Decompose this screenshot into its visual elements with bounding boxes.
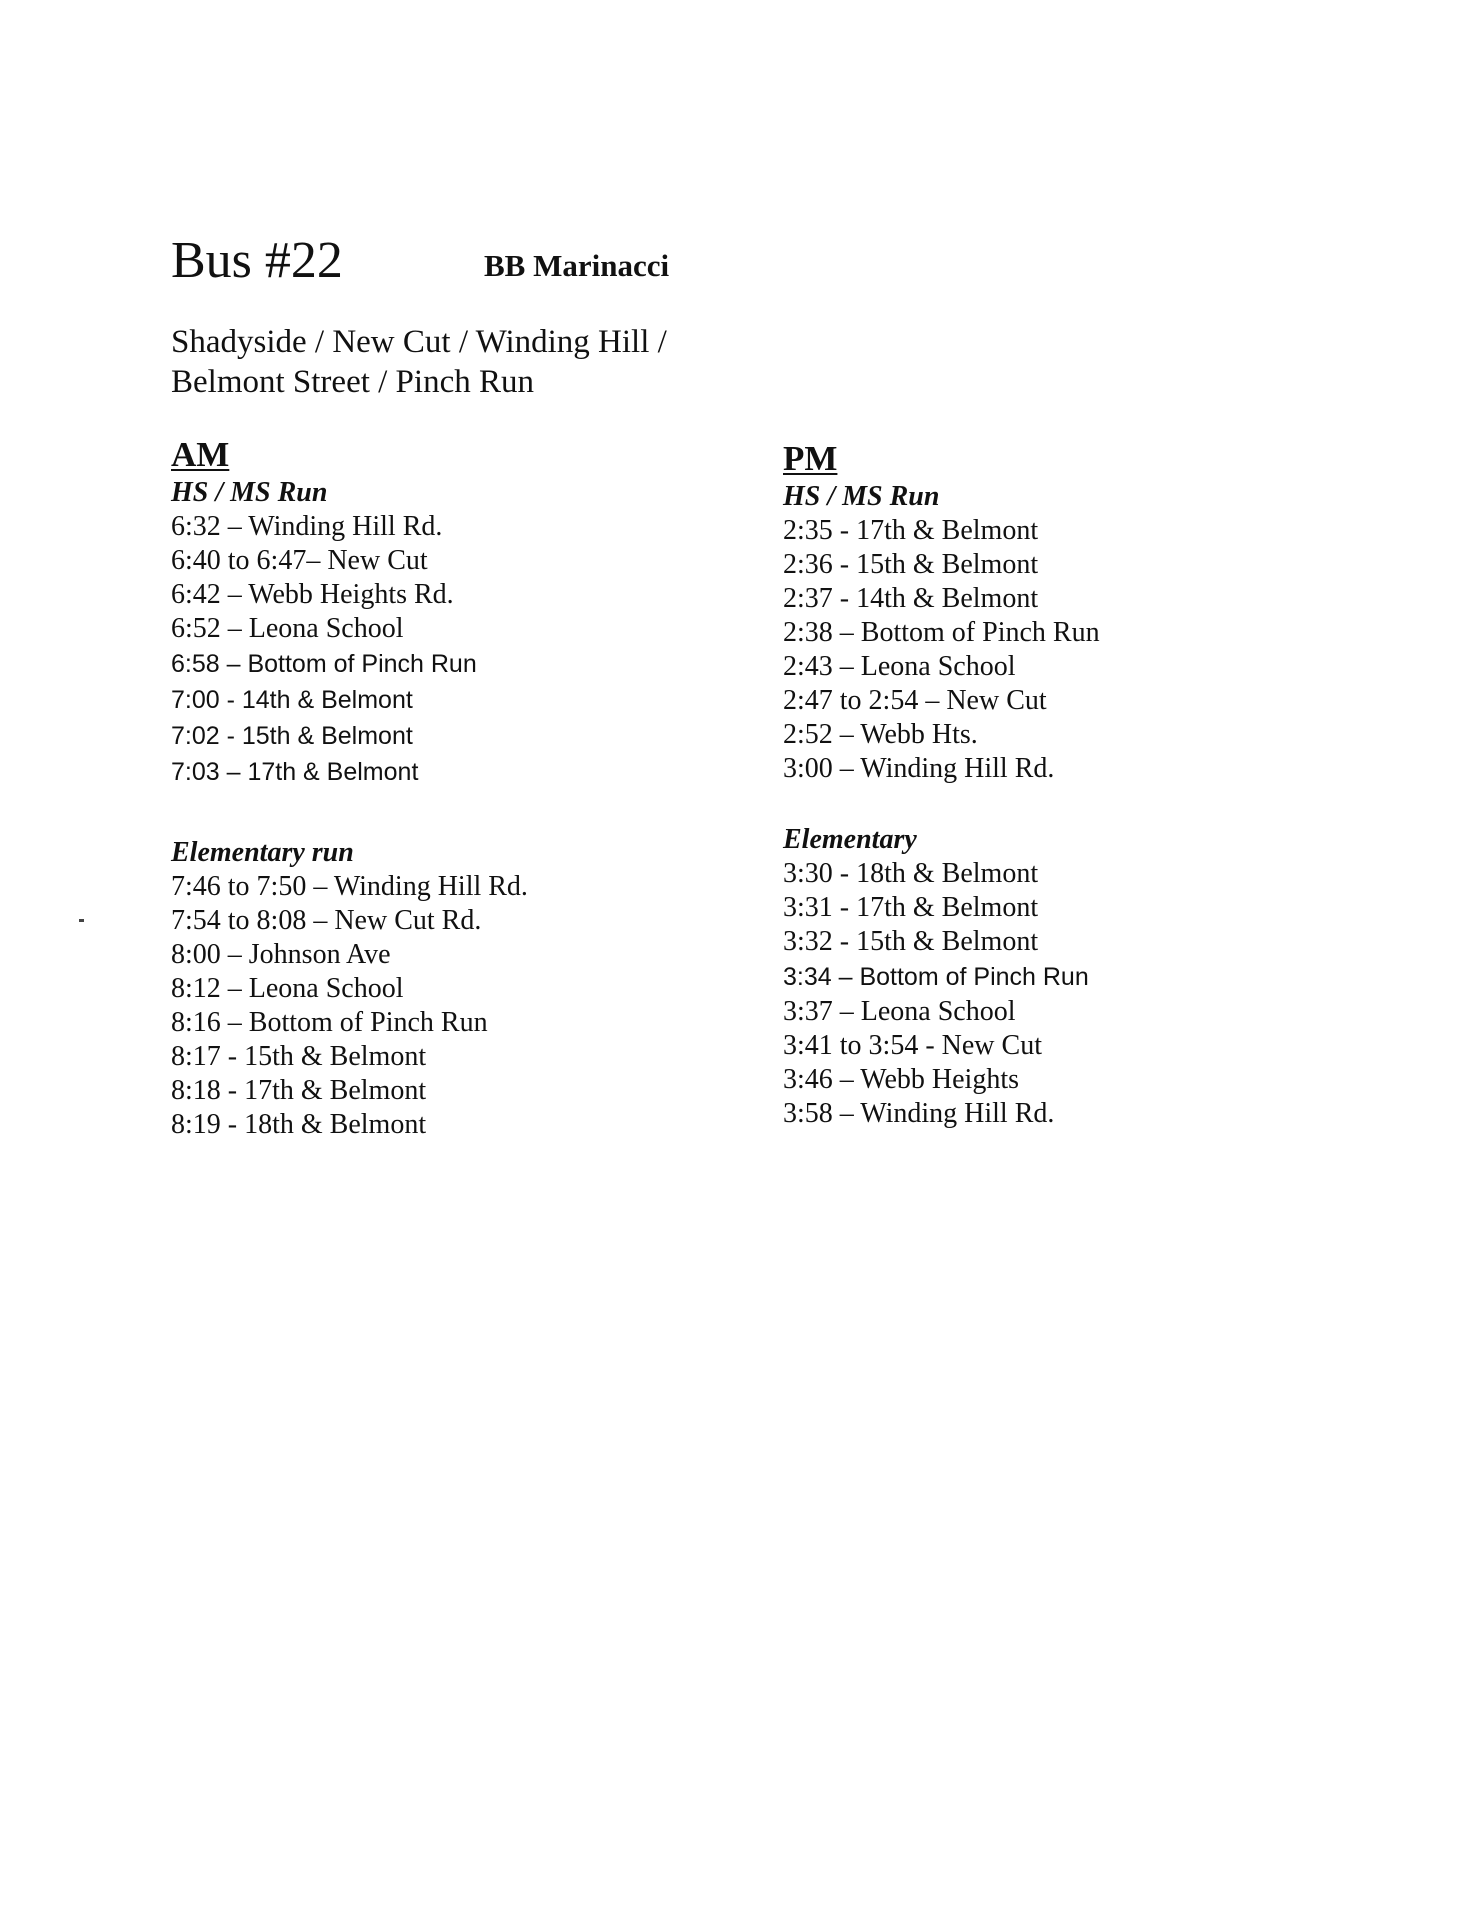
driver-name: BB Marinacci [484, 248, 670, 283]
am-elementary-stop-list [171, 870, 771, 1142]
stop-entry: 7:54 to 8:08 – New Cut Rd. [171, 905, 482, 936]
pm-elementary-stop-list [783, 857, 1383, 1131]
stop-entry: 3:30 - 18th & Belmont [783, 858, 1039, 889]
stop-entry: 2:37 - 14th & Belmont [783, 583, 1039, 614]
stop-entry: 3:37 – Leona School [783, 996, 1016, 1027]
stop-entry: 3:32 - 15th & Belmont [783, 926, 1039, 957]
stop-entry: 8:12 – Leona School [171, 973, 404, 1004]
stop-entry: 7:02 - 15th & Belmont [171, 722, 413, 750]
pm-hs-ms-heading: HS / MS Run [783, 481, 940, 512]
stop-entry: 2:36 - 15th & Belmont [783, 549, 1039, 580]
stop-entry: 2:52 – Webb Hts. [783, 719, 978, 750]
stop-entry: 3:46 – Webb Heights [783, 1064, 1019, 1095]
stop-entry: 6:40 to 6:47– New Cut [171, 545, 428, 576]
stop-entry: 6:58 – Bottom of Pinch Run [171, 650, 477, 678]
stop-entry: 3:34 – Bottom of Pinch Run [783, 963, 1089, 991]
am-hs-ms-heading: HS / MS Run [171, 477, 328, 508]
stop-entry: 7:03 – 17th & Belmont [171, 758, 419, 786]
stop-entry: 6:42 – Webb Heights Rd. [171, 579, 454, 610]
stop-entry: 8:19 - 18th & Belmont [171, 1109, 427, 1140]
stop-entry: 8:00 – Johnson Ave [171, 939, 391, 970]
stop-entry: 7:00 - 14th & Belmont [171, 686, 413, 714]
pm-elementary-heading: Elementary [783, 824, 917, 855]
stop-entry: 6:32 – Winding Hill Rd. [171, 511, 443, 542]
am-schedule-column [171, 434, 771, 1142]
stop-entry: 3:41 to 3:54 - New Cut [783, 1030, 1042, 1061]
stop-entry: 2:47 to 2:54 – New Cut [783, 685, 1047, 716]
bus-number-title: Bus #22 [171, 232, 343, 289]
route-line: Shadyside / New Cut / Winding Hill / [171, 324, 667, 360]
stop-entry: 3:31 - 17th & Belmont [783, 892, 1039, 923]
pm-schedule-column [783, 438, 1383, 1131]
stop-entry: 7:46 to 7:50 – Winding Hill Rd. [171, 871, 528, 902]
stop-entry: 2:35 - 17th & Belmont [783, 515, 1039, 546]
am-heading: AM [171, 435, 230, 474]
am-elementary-heading: Elementary run [171, 837, 354, 868]
pm-hs-ms-stop-list [783, 514, 1383, 786]
route-description [171, 322, 667, 402]
stop-entry: 2:43 – Leona School [783, 651, 1016, 682]
stop-entry: 2:38 – Bottom of Pinch Run [783, 617, 1100, 648]
stop-entry: 3:00 – Winding Hill Rd. [783, 753, 1055, 784]
stop-entry: 8:18 - 17th & Belmont [171, 1075, 427, 1106]
scan-speck [79, 919, 84, 922]
stop-entry: 3:58 – Winding Hill Rd. [783, 1098, 1055, 1129]
stop-entry: 8:17 - 15th & Belmont [171, 1041, 427, 1072]
pm-heading: PM [783, 439, 838, 478]
stop-entry: 8:16 – Bottom of Pinch Run [171, 1007, 488, 1038]
am-hs-ms-stop-list [171, 510, 771, 790]
route-line: Belmont Street / Pinch Run [171, 364, 534, 400]
stop-entry: 6:52 – Leona School [171, 613, 404, 644]
